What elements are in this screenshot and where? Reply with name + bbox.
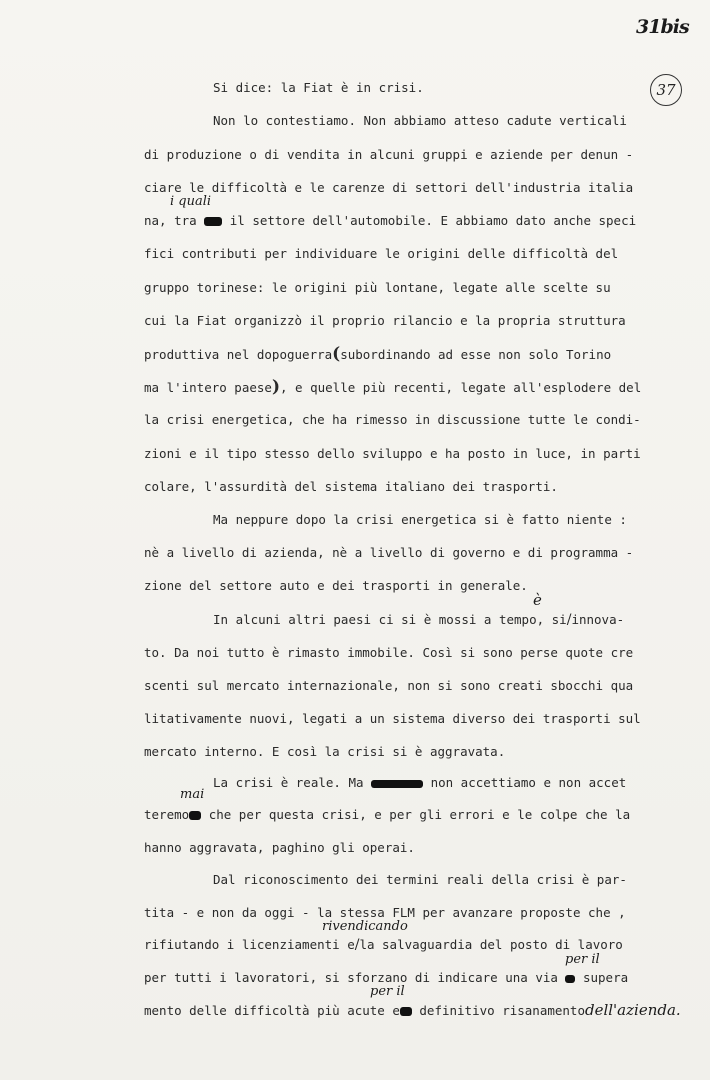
text-line: In alcuni altri paesi ci si è mossi a tempo, si/innova- bbox=[213, 612, 625, 628]
text-line: gruppo torinese: le origini più lontane, legate alle scelte su bbox=[144, 280, 611, 295]
handwritten-insertion: mai bbox=[180, 787, 205, 802]
text-line: litativamente nuovi, legati a un sistema diverso dei trasporti sul bbox=[144, 711, 641, 726]
text-line: zioni e il tipo stesso dello sviluppo e ha posto in luce, in parti bbox=[144, 446, 641, 461]
redaction-blot bbox=[565, 975, 575, 983]
handwritten-insertion: rivendicando bbox=[322, 919, 408, 934]
text-line: Si dice: la Fiat è in crisi. bbox=[213, 80, 424, 95]
handwritten-insertion: per il bbox=[565, 952, 600, 967]
text-line: di produzione o di vendita in alcuni gruppi e aziende per denun - bbox=[144, 147, 634, 162]
text-fragment: definitivo risanamento bbox=[419, 1003, 585, 1018]
text-line: fici contributi per individuare le origini delle difficoltà del bbox=[144, 246, 619, 261]
text-line: produttiva nel dopoguerra(subordinando ad esse non solo Torino bbox=[144, 344, 612, 364]
text-fragment: innova- bbox=[571, 612, 625, 627]
text-line: Dal riconoscimento dei termini reali della crisi è par- bbox=[213, 872, 627, 887]
redaction-blot bbox=[204, 217, 222, 226]
text-fragment: produttiva nel dopoguerra bbox=[144, 347, 333, 362]
text-line: Non lo contestiamo. Non abbiamo atteso cadute verticali bbox=[213, 113, 627, 128]
text-line: rifiutando i licenziamenti e/la salvaguardia del posto di lavoro bbox=[144, 937, 623, 953]
text-line: tita - e non da oggi - la stessa FLM per avanzare proposte che , bbox=[144, 905, 626, 920]
text-fragment: mento delle difficoltà più acute e bbox=[144, 1003, 400, 1018]
text-line bbox=[144, 1002, 681, 1019]
redaction-blot bbox=[400, 1007, 412, 1016]
text-fragment: la salvaguardia del posto di lavoro bbox=[359, 937, 623, 952]
text-fragment: che per questa crisi, e per gli errori e le colpe che la bbox=[208, 807, 631, 822]
text-fragment: na, tra bbox=[144, 213, 197, 228]
text-line: hanno aggravata, paghino gli operai. bbox=[144, 840, 415, 855]
text-line: to. Da noi tutto è rimasto immobile. Così si sono perse quote cre bbox=[144, 645, 634, 660]
text-line bbox=[213, 775, 626, 791]
text-fragment: In alcuni altri paesi ci si è mossi a tempo, si bbox=[213, 612, 567, 627]
text-line: la crisi energetica, che ha rimesso in discussione tutte le condi- bbox=[144, 412, 641, 427]
handwritten-insertion: è bbox=[533, 591, 542, 609]
text-fragment: rifiutando i licenziamenti e bbox=[144, 937, 355, 952]
redaction-blot bbox=[189, 811, 201, 820]
text-line bbox=[144, 213, 636, 229]
text-fragment: ma l'intero paese bbox=[144, 380, 272, 395]
text-fragment: supera bbox=[582, 970, 629, 985]
text-line bbox=[144, 807, 630, 823]
handwritten-insertion: dell'azienda. bbox=[584, 1001, 681, 1019]
text-line: mercato interno. E così la crisi si è aggravata. bbox=[144, 744, 506, 759]
page-number-handwritten: 31bis bbox=[636, 16, 689, 38]
text-line: cui la Fiat organizzò il proprio rilancio e la propria struttura bbox=[144, 313, 626, 328]
text-fragment: non accettiamo e non accet bbox=[430, 775, 627, 790]
handwritten-insertion: i quali bbox=[170, 194, 212, 209]
text-fragment: il settore dell'automobile. E abbiamo dato anche speci bbox=[229, 213, 637, 228]
text-fragment: teremo bbox=[144, 807, 190, 822]
text-line: Ma neppure dopo la crisi energetica si è fatto niente : bbox=[213, 512, 627, 527]
text-fragment: La crisi è reale. Ma bbox=[213, 775, 364, 790]
text-line: ciare le difficoltà e le carenze di settori dell'industria italia bbox=[144, 180, 634, 195]
text-fragment: , e quelle più recenti, legate all'esplodere del bbox=[279, 380, 642, 395]
circled-page-number: 37 bbox=[650, 74, 682, 106]
text-line: ma l'intero paese), e quelle più recenti, legate all'esplodere del bbox=[144, 377, 642, 397]
text-fragment: subordinando ad esse non solo Torino bbox=[340, 347, 612, 362]
text-line: colare, l'assurdità del sistema italiano dei trasporti. bbox=[144, 479, 558, 494]
handwritten-insertion: per il bbox=[370, 984, 405, 999]
redaction-blot bbox=[371, 780, 423, 788]
text-line: nè a livello di azienda, nè a livello di governo e di programma - bbox=[144, 545, 634, 560]
text-line: zione del settore auto e dei trasporti in generale. bbox=[144, 578, 528, 593]
text-line: scenti sul mercato internazionale, non si sono creati sbocchi qua bbox=[144, 678, 634, 693]
text-fragment: per tutti i lavoratori, si sforzano di indicare una via bbox=[144, 970, 558, 985]
